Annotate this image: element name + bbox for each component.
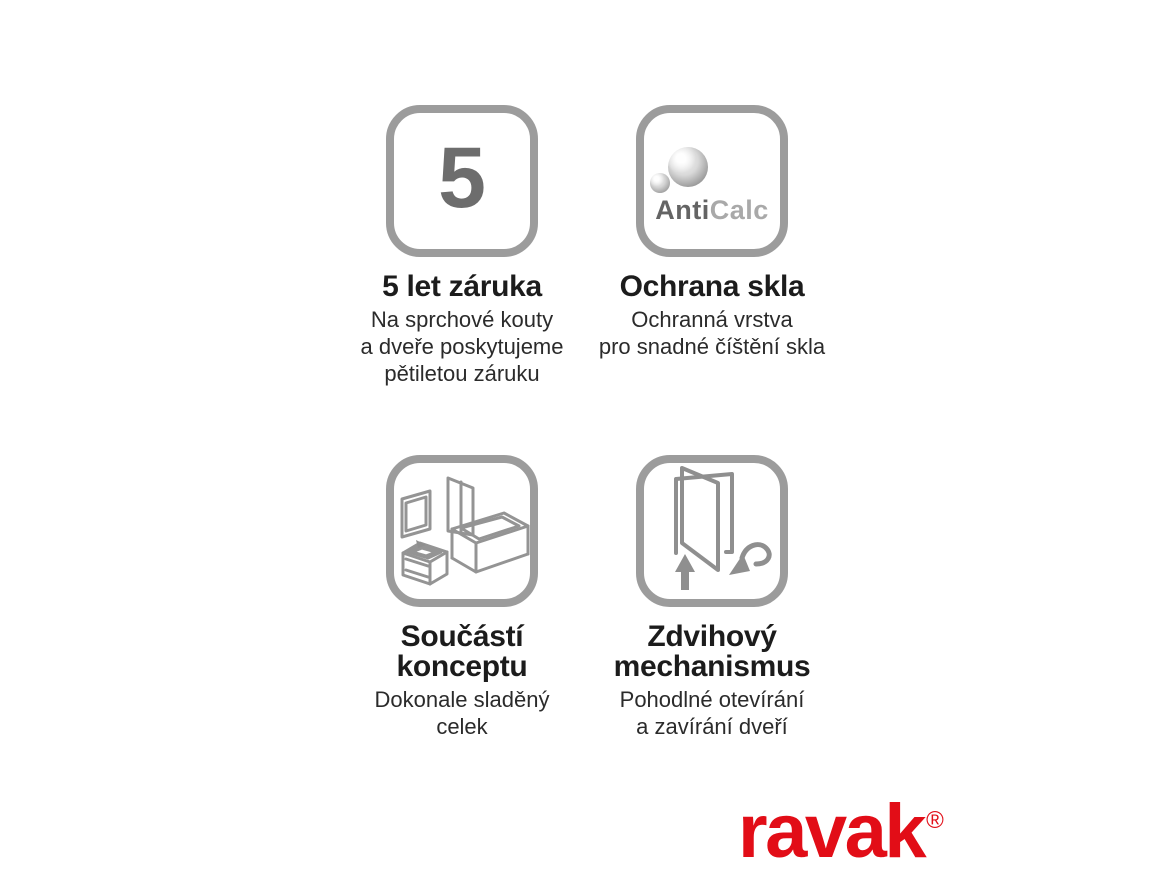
- feature-concept: [337, 455, 587, 740]
- feature-description: [337, 306, 587, 387]
- feature-warranty: [337, 105, 587, 387]
- registered-trademark-icon: ®: [926, 807, 944, 834]
- ravak-logo: [738, 789, 944, 874]
- door-panel: [682, 468, 718, 570]
- title-line: Zdvihový: [647, 620, 777, 653]
- title-line: mechanismus: [613, 650, 811, 683]
- water-drop-large: [668, 147, 708, 187]
- description-line: pětiletou záruku: [384, 361, 540, 386]
- description-line: Dokonale sladěný: [374, 687, 550, 712]
- description-line: a zavírání dveří: [636, 714, 788, 739]
- bathroom-concept-icon: [386, 455, 538, 607]
- lifting-door-mechanism-icon: [636, 455, 788, 607]
- mirror-inner-shape: [406, 497, 426, 531]
- swing-arrow-curve: [742, 545, 769, 564]
- swing-arrow-head: [729, 554, 750, 575]
- door-frame: [676, 474, 732, 553]
- anticalc-label-anti: Anti: [655, 195, 710, 225]
- description-line: Ochranná vrstva: [631, 307, 793, 332]
- title-line: Součástí: [400, 620, 524, 653]
- anticalc-bubbles-icon: [636, 105, 788, 257]
- anticalc-wordmark: [636, 195, 788, 226]
- feature-lifting-mechanism: [587, 455, 837, 740]
- number-five: 5: [438, 129, 486, 226]
- description-line: Pohodlné otevírání: [619, 687, 805, 712]
- feature-title: 5 let záruka: [382, 270, 542, 303]
- feature-description: [587, 686, 837, 740]
- description-line: pro snadné číštění skla: [598, 334, 826, 359]
- feature-row-top: [337, 105, 837, 387]
- feature-title: Ochrana skla: [619, 270, 805, 303]
- description-line: celek: [436, 714, 488, 739]
- bathtub-bottom: [452, 554, 528, 572]
- feature-row-bottom: [337, 455, 837, 740]
- feature-description: [337, 686, 587, 740]
- bathroom-line-art: [386, 455, 538, 607]
- feature-description: [587, 306, 837, 360]
- water-drop-small: [650, 173, 670, 193]
- description-line: a dveře poskytujeme: [360, 334, 564, 359]
- feature-title: [587, 622, 837, 682]
- feature-glass-protection: [587, 105, 837, 387]
- feature-title: [337, 622, 587, 682]
- five-years-badge-icon: [386, 105, 538, 257]
- ravak-logo-text: ravak: [738, 789, 925, 874]
- anticalc-label-calc: Calc: [709, 195, 769, 225]
- door-line-art: [636, 455, 788, 607]
- description-line: Na sprchové kouty: [370, 307, 554, 332]
- title-line: konceptu: [396, 650, 528, 683]
- lift-up-arrow: [675, 554, 695, 590]
